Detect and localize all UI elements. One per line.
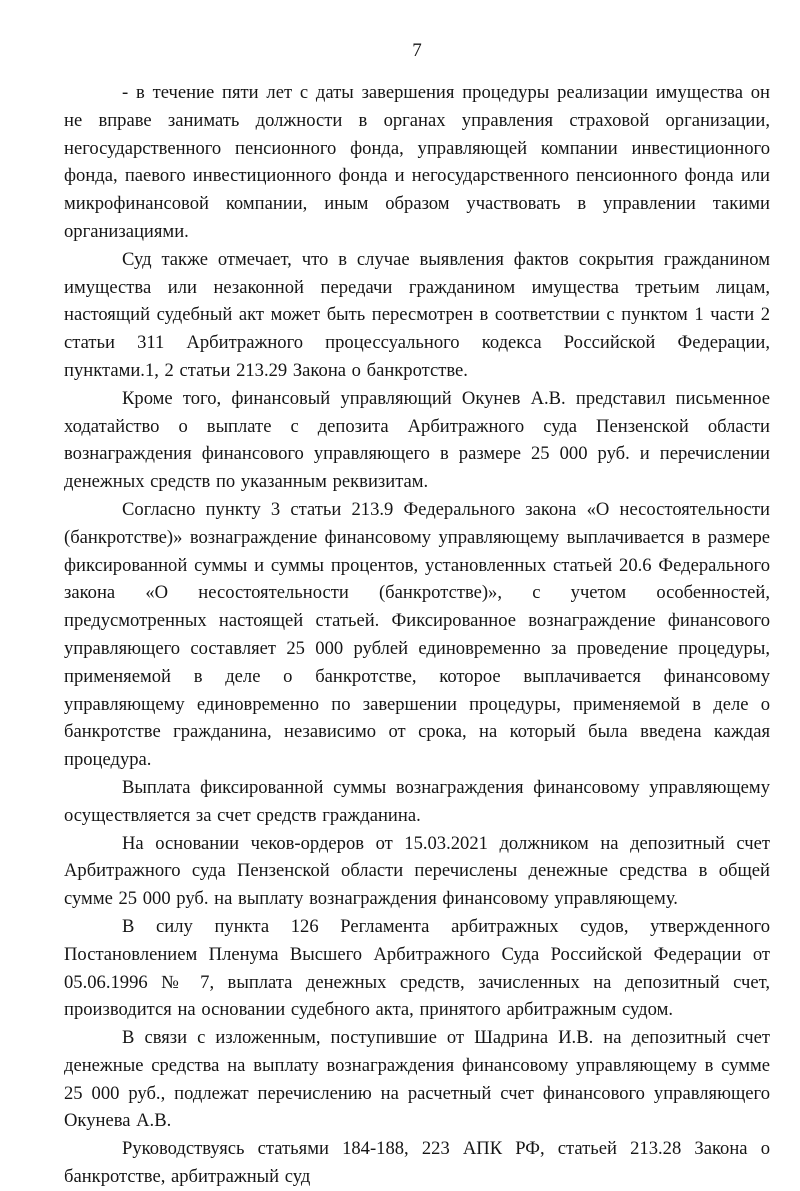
paragraph-transfer-funds: В связи с изложенным, поступившие от Шадрина И.В. на депозитный счет денежные средства на выплату вознаграждения финансовому управляющему в сумме 25 000 руб., подлежат перечислению на расчетный счет финансового управляющего Окунева А.В. bbox=[64, 1027, 770, 1132]
paragraph-ruling-intro: Руководствуясь статьями 184-188, 223 АПК РФ, статьей 213.28 Закона о банкротстве, арбитражный суд bbox=[64, 1138, 770, 1188]
paragraph-restrictions: - в течение пяти лет с даты завершения процедуры реализации имущества он не вправе занимать должности в органах управления страховой организации, негосударственного пенсионного фонда, управляющей компании инвестиционного фонда, паевого инвестиционного фонда и негосударственного пенсионного фонда или микрофинансовой компании, иным образом участвовать в управлении такими организациями. bbox=[64, 82, 770, 242]
paragraph-manager-petition: Кроме того, финансовый управляющий Окунев А.В. представил письменное ходатайство о выплате с депозита Арбитражного суда Пензенской области вознаграждения финансового управляющего в размере 25 000 руб. и перечислении денежных средств по указанным реквизитам. bbox=[64, 387, 770, 493]
paragraph-law-213-9: Согласно пункту 3 статьи 213.9 Федерального закона «О несостоятельности (банкротстве)» вознаграждение финансовому управляющему выплачивается в размере фиксированной суммы и суммы процентов, установленных статьей 20.6 Федерального закона «О несостоятельности (банкротстве)», с учетом особенностей, предусмотренных настоящей статьей. Фиксированное вознаграждение финансового управляющего составляет 25 000 рублей единовременно за проведение процедуры, применяемой в деле о банкротстве, которое выплачивается финансовому управляющему единовременно по завершении процедуры, применяемой в деле о банкротстве гражданина, независимо от срока, на который была введена каждая процедура. bbox=[64, 498, 770, 771]
paragraph-court-note: Суд также отмечает, что в случае выявления фактов сокрытия гражданином имущества или незаконной передачи гражданином имущества третьим лицам, настоящий судебный акт может быть пересмотрен в соответствии с пунктом 1 части 2 статьи 311 Арбитражного процессуального кодекса Российской Федерации, пунктами.1, 2 статьи 213.29 Закона о банкротстве. bbox=[64, 248, 770, 381]
paragraph-reglament-126: В силу пункта 126 Регламента арбитражных судов, утвержденного Постановлением Пленума Высшего Арбитражного Суда Российской Федерации от 05.06.1996 № 7, выплата денежных средств, зачисленных на депозитный счет, производится на основании судебного акта, принятого арбитражным судом. bbox=[64, 915, 770, 1021]
page-number: 7 bbox=[412, 40, 422, 61]
paragraph-fixed-sum: Выплата фиксированной суммы вознаграждения финансовому управляющему осуществляется за счет средств гражданина. bbox=[64, 776, 770, 826]
document-body bbox=[64, 79, 770, 1191]
paragraph-deposit-payment: На основании чеков-ордеров от 15.03.2021 должником на депозитный счет Арбитражного суда Пензенской области перечислены денежные средства в общей сумме 25 000 руб. на выплату вознаграждения финансовому управляющему. bbox=[64, 832, 770, 910]
